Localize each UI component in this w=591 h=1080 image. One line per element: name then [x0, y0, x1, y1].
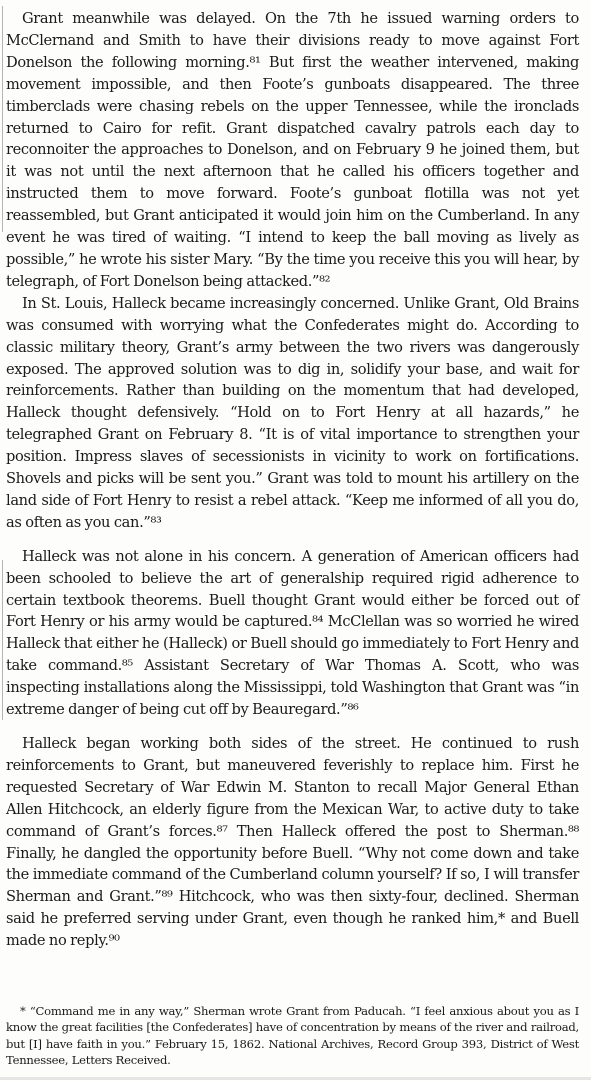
paragraph-1: Grant meanwhile was delayed. On the 7th he issued warning orders to McClernand and Smith to have their divisions ready to move against Fort Donelson the following morning.⁸¹ But first the weather intervened, making movement impossible, and then Foote’s gunboats disappeared. The three timberclads were chasing rebels on the upper Tennessee, while the ironclads returned to Cairo for refit. Grant dispatched cavalry patrols each day to reconnoiter the approaches to Donelson, and on February 9 he joined them, but it was not until the next afternoon that he called his officers together and instructed them to move forward. Foote’s gunboat flotilla was not yet reassembled, but Grant anticipated it would join him on the Cumberland. In any event he was tired of waiting. “I intend to keep the ball moving as lively as possible,” he wrote his sister Mary. “By the time you receive this you will hear, by telegraph, of Fort Donelson being attacked.”⁸²	[6, 10, 579, 290]
paragraph-4: Halleck began working both sides of the street. He continued to rush reinforcements to Grant, but maneuvered feverishly to replace him. First he requested Secretary of War Edwin M. Stanton to recall Major General Ethan Allen Hitchcock, an elderly figure from the Mexican War, to active duty to take command of Grant’s forces.⁸⁷ Then Halleck offered the post to Sherman.⁸⁸ Finally, he dangled the opportunity before Buell. “Why not come down and take the immediate command of the Cumberland column yourself? If so, I will transfer Sherman and Grant.”⁸⁹ Hitchcock, who was then sixty-four, declined. Sherman said he preferred serving under Grant, even though he ranked him,* and Buell made no reply.⁹⁰	[6, 735, 579, 950]
paragraph-3: Halleck was not alone in his concern. A generation of American officers had been schooled to believe the art of generalship required rigid adherence to certain textbook theorems. Buell thought Grant would either be forced out of Fort Henry or his army would be captured.⁸⁴ McClellan was so worried he wired Halleck that either he (Halleck) or Buell should go immediately to Fort Henry and take command.⁸⁵ Assistant Secretary of War Thomas A. Scott, who was inspecting installations along the Mississippi, told Washington that Grant was “in extreme danger of being cut off by Beauregard.”⁸⁶	[6, 547, 579, 719]
footnote	[6, 1003, 579, 1069]
scan-edge-line	[2, 6, 3, 232]
footnote-text: * “Command me in any way,” Sherman wrote Grant from Paducah. “I feel anxious about you as I know the great facilities [the Confederates] have of concentration by means of the river and railroad, but [I] have faith in you.” February 15, 1862. National Archives, Record Group 393, District of West Tennessee, Letters Received.	[6, 1004, 579, 1068]
main-text	[6, 8, 579, 952]
paragraph-2: In St. Louis, Halleck became increasingly concerned. Unlike Grant, Old Brains was consumed with worrying what the Confederates might do. According to classic military theory, Grant’s army between the two rivers was dangerously exposed. The approved solution was to dig in, solidify your base, and wait for reinforcements. Rather than building on the momentum that had developed, Halleck thought defensively. “Hold on to Fort Henry at all hazards,” he telegraphed Grant on February 8. “It is of vital importance to strengthen your position. Impress slaves of secessionists in vicinity to work on fortifications. Shovels and picks will be sent you.” Grant was told to mount his artillery on the land side of Fort Henry to resist a rebel attack. “Keep me informed of all you do, as often as you can.”⁸³	[6, 294, 579, 531]
scan-edge-line	[2, 560, 3, 720]
